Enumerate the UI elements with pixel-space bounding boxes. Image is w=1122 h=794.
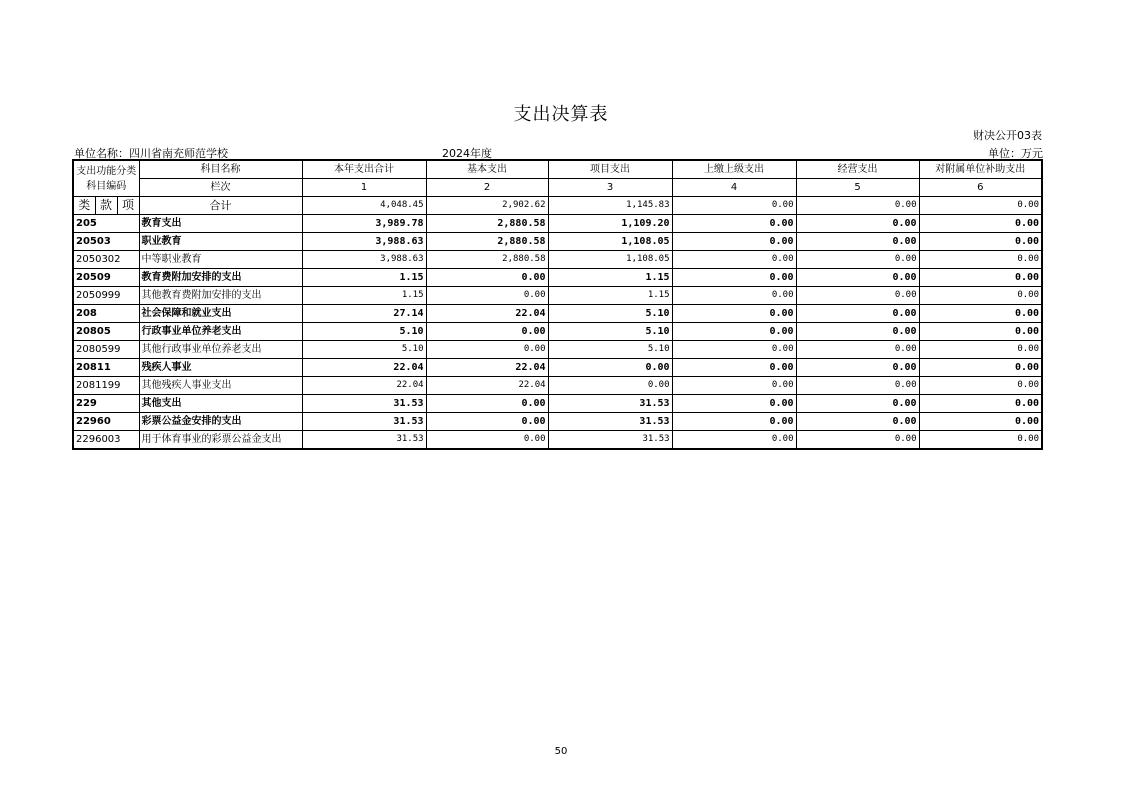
row-value: 0.00 (796, 323, 919, 341)
form-code: 财决公开03表 (973, 129, 1042, 142)
row-value: 0.00 (672, 359, 796, 377)
header-function-code: 支出功能分类科目编码 (73, 160, 139, 197)
row-value: 0.00 (919, 287, 1042, 305)
table-row (73, 341, 1042, 359)
row-subject-name: 行政事业单位养老支出 (139, 323, 302, 341)
row-value: 0.00 (426, 395, 548, 413)
table-row (73, 431, 1042, 450)
row-value: 31.53 (302, 395, 426, 413)
row-code: 2081199 (73, 377, 139, 395)
row-value: 0.00 (426, 287, 548, 305)
total-value: 1,145.83 (548, 197, 672, 215)
row-subject-name: 职业教育 (139, 233, 302, 251)
row-value: 22.04 (302, 377, 426, 395)
row-value: 3,988.63 (302, 233, 426, 251)
header-lei: 类 (73, 197, 95, 215)
row-value: 0.00 (672, 323, 796, 341)
row-value: 0.00 (796, 215, 919, 233)
row-value: 2,880.58 (426, 215, 548, 233)
row-value: 0.00 (919, 269, 1042, 287)
row-value: 0.00 (548, 359, 672, 377)
row-value: 31.53 (548, 395, 672, 413)
row-value: 1,108.05 (548, 251, 672, 269)
table-row (73, 215, 1042, 233)
expenditure-table (72, 159, 1043, 450)
row-value: 0.00 (796, 395, 919, 413)
row-value: 0.00 (919, 341, 1042, 359)
row-subject-name: 残疾人事业 (139, 359, 302, 377)
row-code: 20509 (73, 269, 139, 287)
header-col-superior: 上缴上级支出 (672, 160, 796, 179)
table-row (73, 251, 1042, 269)
row-value: 31.53 (548, 431, 672, 450)
row-value: 0.00 (919, 413, 1042, 431)
row-value: 0.00 (672, 341, 796, 359)
header-col-business: 经营支出 (796, 160, 919, 179)
col-num: 5 (796, 179, 919, 197)
row-value: 0.00 (919, 395, 1042, 413)
row-code: 20811 (73, 359, 139, 377)
row-code: 20503 (73, 233, 139, 251)
table-row (73, 233, 1042, 251)
row-value: 0.00 (672, 251, 796, 269)
row-value: 0.00 (672, 395, 796, 413)
col-num: 2 (426, 179, 548, 197)
header-row (73, 160, 1042, 179)
unit-label: 单位：万元 (988, 147, 1043, 160)
row-code: 205 (73, 215, 139, 233)
row-subject-name: 其他行政事业单位养老支出 (139, 341, 302, 359)
total-value: 0.00 (796, 197, 919, 215)
row-subject-name: 其他残疾人事业支出 (139, 377, 302, 395)
row-value: 0.00 (919, 359, 1042, 377)
row-value: 0.00 (672, 287, 796, 305)
row-subject-name: 其他教育费附加安排的支出 (139, 287, 302, 305)
row-value: 2,880.58 (426, 233, 548, 251)
header-subject-name: 科目名称 (139, 160, 302, 179)
row-value: 0.00 (796, 305, 919, 323)
row-value: 0.00 (672, 233, 796, 251)
table-row (73, 323, 1042, 341)
row-value: 0.00 (796, 413, 919, 431)
header-col-total: 本年支出合计 (302, 160, 426, 179)
row-value: 31.53 (302, 431, 426, 450)
row-value: 5.10 (548, 323, 672, 341)
total-row (73, 197, 1042, 215)
lanci-label: 栏次 (139, 179, 302, 197)
row-value: 1.15 (548, 269, 672, 287)
row-code: 2296003 (73, 431, 139, 450)
header-kuan: 款 (95, 197, 117, 215)
row-value: 31.53 (302, 413, 426, 431)
header-xiang: 项 (117, 197, 139, 215)
row-code: 229 (73, 395, 139, 413)
row-subject-name: 其他支出 (139, 395, 302, 413)
header-col-project: 项目支出 (548, 160, 672, 179)
row-value: 0.00 (672, 377, 796, 395)
row-value: 2,880.58 (426, 251, 548, 269)
row-value: 0.00 (919, 251, 1042, 269)
total-value: 0.00 (919, 197, 1042, 215)
row-value: 1.15 (302, 269, 426, 287)
col-num: 3 (548, 179, 672, 197)
header-col-basic: 基本支出 (426, 160, 548, 179)
col-num: 1 (302, 179, 426, 197)
total-label: 合计 (139, 197, 302, 215)
total-value: 4,048.45 (302, 197, 426, 215)
row-value: 0.00 (426, 269, 548, 287)
row-value: 0.00 (919, 233, 1042, 251)
row-value: 0.00 (919, 305, 1042, 323)
row-value: 5.10 (302, 341, 426, 359)
row-value: 5.10 (548, 305, 672, 323)
table-row (73, 359, 1042, 377)
row-code: 20805 (73, 323, 139, 341)
row-value: 0.00 (919, 323, 1042, 341)
info-row (74, 145, 1043, 159)
row-value: 0.00 (672, 215, 796, 233)
row-value: 0.00 (426, 413, 548, 431)
row-code: 208 (73, 305, 139, 323)
row-value: 22.04 (426, 305, 548, 323)
row-value: 0.00 (796, 233, 919, 251)
row-value: 0.00 (796, 269, 919, 287)
row-value: 1.15 (302, 287, 426, 305)
row-value: 27.14 (302, 305, 426, 323)
row-subject-name: 中等职业教育 (139, 251, 302, 269)
total-value: 0.00 (672, 197, 796, 215)
row-code: 2080599 (73, 341, 139, 359)
table-row (73, 395, 1042, 413)
row-value: 0.00 (672, 431, 796, 450)
col-num: 6 (919, 179, 1042, 197)
row-value: 0.00 (919, 215, 1042, 233)
row-value: 0.00 (672, 305, 796, 323)
table-row (73, 377, 1042, 395)
row-subject-name: 用于体育事业的彩票公益金支出 (139, 431, 302, 450)
row-value: 0.00 (548, 377, 672, 395)
row-value: 5.10 (548, 341, 672, 359)
header-col-subsidiary: 对附属单位补助支出 (919, 160, 1042, 179)
table-row (73, 269, 1042, 287)
row-value: 0.00 (919, 431, 1042, 450)
row-code: 22960 (73, 413, 139, 431)
row-value: 0.00 (796, 287, 919, 305)
row-value: 22.04 (426, 359, 548, 377)
col-num: 4 (672, 179, 796, 197)
fiscal-year: 2024年度 (442, 147, 492, 160)
page-number: 50 (554, 746, 568, 757)
row-value: 1,109.20 (548, 215, 672, 233)
row-value: 22.04 (426, 377, 548, 395)
row-value: 5.10 (302, 323, 426, 341)
row-code: 2050999 (73, 287, 139, 305)
row-value: 0.00 (796, 341, 919, 359)
column-number-row (73, 179, 1042, 197)
page-title: 支出决算表 (513, 104, 609, 125)
row-value: 0.00 (426, 431, 548, 450)
row-value: 3,989.78 (302, 215, 426, 233)
row-value: 0.00 (426, 323, 548, 341)
row-value: 22.04 (302, 359, 426, 377)
row-value: 3,988.63 (302, 251, 426, 269)
row-value: 0.00 (919, 377, 1042, 395)
row-value: 1.15 (548, 287, 672, 305)
total-value: 2,902.62 (426, 197, 548, 215)
org-name: 四川省南充师范学校 (129, 147, 228, 160)
table-row (73, 287, 1042, 305)
row-value: 0.00 (796, 251, 919, 269)
row-subject-name: 教育支出 (139, 215, 302, 233)
row-subject-name: 社会保障和就业支出 (139, 305, 302, 323)
row-subject-name: 教育费附加安排的支出 (139, 269, 302, 287)
row-value: 31.53 (548, 413, 672, 431)
org-label: 单位名称： (74, 147, 129, 160)
row-value: 0.00 (796, 377, 919, 395)
row-value: 0.00 (426, 341, 548, 359)
table-row (73, 413, 1042, 431)
row-value: 0.00 (672, 413, 796, 431)
row-subject-name: 彩票公益金安排的支出 (139, 413, 302, 431)
row-value: 1,108.05 (548, 233, 672, 251)
row-value: 0.00 (796, 359, 919, 377)
row-code: 2050302 (73, 251, 139, 269)
row-value: 0.00 (672, 269, 796, 287)
row-value: 0.00 (796, 431, 919, 450)
table-row (73, 305, 1042, 323)
